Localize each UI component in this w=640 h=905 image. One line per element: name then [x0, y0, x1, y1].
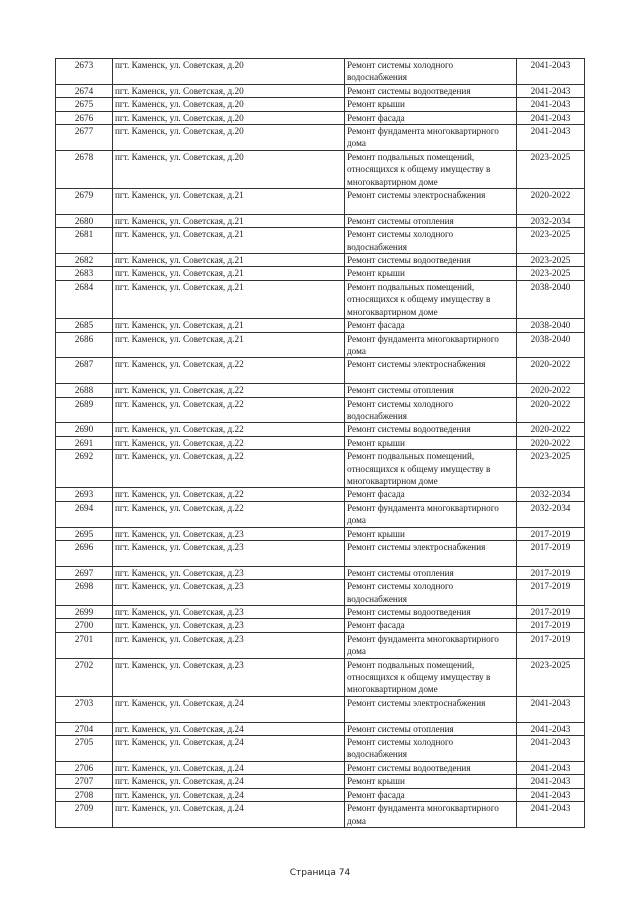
row-years: 2023-2025: [517, 450, 585, 488]
row-work-type: Ремонт системы электроснабжения: [345, 541, 517, 567]
row-work-type: Ремонт подвальных помещений, относящихся к общему имуществу в многоквартирном доме: [345, 150, 517, 188]
row-address: пгт. Каменск, ул. Советская, д.20: [113, 150, 345, 188]
table-row: [56, 59, 585, 85]
row-address: пгт. Каменск, ул. Советская, д.21: [113, 319, 345, 332]
row-years: 2023-2025: [517, 658, 585, 696]
row-number: 2704: [56, 722, 113, 735]
row-years: 2032-2034: [517, 501, 585, 527]
row-work-type: Ремонт системы электроснабжения: [345, 696, 517, 722]
row-years: 2020-2022: [517, 189, 585, 215]
row-work-type: Ремонт фундамента многоквартирного дома: [345, 125, 517, 151]
row-address: пгт. Каменск, ул. Советская, д.21: [113, 332, 345, 358]
row-work-type: Ремонт системы холодного водоснабжения: [345, 580, 517, 606]
row-work-type: Ремонт подвальных помещений, относящихся к общему имуществу в многоквартирном доме: [345, 450, 517, 488]
row-address: пгт. Каменск, ул. Советская, д.21: [113, 254, 345, 267]
row-work-type: Ремонт крыши: [345, 527, 517, 540]
row-number: 2674: [56, 84, 113, 97]
row-address: пгт. Каменск, ул. Советская, д.23: [113, 632, 345, 658]
row-address: пгт. Каменск, ул. Советская, д.21: [113, 280, 345, 318]
row-address: пгт. Каменск, ул. Советская, д.22: [113, 501, 345, 527]
row-number: 2688: [56, 384, 113, 397]
row-years: 2038-2040: [517, 280, 585, 318]
row-number: 2707: [56, 775, 113, 788]
row-address: пгт. Каменск, ул. Советская, д.22: [113, 358, 345, 384]
page-number: Страница 74: [289, 868, 351, 878]
row-number: 2683: [56, 267, 113, 280]
table-row: [56, 332, 585, 358]
row-years: 2041-2043: [517, 802, 585, 828]
row-work-type: Ремонт системы электроснабжения: [345, 358, 517, 384]
row-number: 2700: [56, 619, 113, 632]
table-row: [56, 450, 585, 488]
row-number: 2701: [56, 632, 113, 658]
row-years: 2023-2025: [517, 228, 585, 254]
row-years: 2020-2022: [517, 436, 585, 449]
row-years: 2041-2043: [517, 696, 585, 722]
table-row: [56, 580, 585, 606]
table-row: [56, 214, 585, 227]
row-address: пгт. Каменск, ул. Советская, д.21: [113, 189, 345, 215]
table-row: [56, 802, 585, 828]
row-number: 2697: [56, 566, 113, 579]
row-years: 2017-2019: [517, 541, 585, 567]
row-work-type: Ремонт системы водоотведения: [345, 254, 517, 267]
table-row: [56, 280, 585, 318]
row-number: 2673: [56, 59, 113, 85]
row-work-type: Ремонт системы водоотведения: [345, 606, 517, 619]
row-years: 2023-2025: [517, 254, 585, 267]
row-years: 2017-2019: [517, 566, 585, 579]
row-number: 2703: [56, 696, 113, 722]
row-number: 2693: [56, 488, 113, 501]
row-number: 2694: [56, 501, 113, 527]
row-address: пгт. Каменск, ул. Советская, д.24: [113, 736, 345, 762]
row-years: 2023-2025: [517, 150, 585, 188]
row-number: 2706: [56, 761, 113, 774]
table-row: [56, 436, 585, 449]
table-row: [56, 267, 585, 280]
row-address: пгт. Каменск, ул. Советская, д.24: [113, 802, 345, 828]
row-number: 2708: [56, 788, 113, 801]
table-row: [56, 125, 585, 151]
row-years: 2041-2043: [517, 775, 585, 788]
table-row: [56, 189, 585, 215]
row-work-type: Ремонт крыши: [345, 436, 517, 449]
row-years: 2017-2019: [517, 619, 585, 632]
row-number: 2695: [56, 527, 113, 540]
row-work-type: Ремонт фундамента многоквартирного дома: [345, 802, 517, 828]
row-number: 2696: [56, 541, 113, 567]
row-address: пгт. Каменск, ул. Советская, д.20: [113, 125, 345, 151]
row-years: 2017-2019: [517, 606, 585, 619]
table-row: [56, 658, 585, 696]
row-work-type: Ремонт системы отопления: [345, 384, 517, 397]
row-number: 2699: [56, 606, 113, 619]
row-years: 2041-2043: [517, 98, 585, 111]
row-address: пгт. Каменск, ул. Советская, д.21: [113, 228, 345, 254]
row-years: 2041-2043: [517, 125, 585, 151]
table-row: [56, 111, 585, 124]
row-number: 2676: [56, 111, 113, 124]
row-work-type: Ремонт системы холодного водоснабжения: [345, 59, 517, 85]
table-row: [56, 541, 585, 567]
table-row: [56, 98, 585, 111]
table-row: [56, 696, 585, 722]
table-row: [56, 397, 585, 423]
row-number: 2692: [56, 450, 113, 488]
row-years: 2020-2022: [517, 423, 585, 436]
row-work-type: Ремонт системы водоотведения: [345, 84, 517, 97]
row-address: пгт. Каменск, ул. Советская, д.23: [113, 566, 345, 579]
row-years: 2032-2034: [517, 214, 585, 227]
row-address: пгт. Каменск, ул. Советская, д.23: [113, 527, 345, 540]
row-address: пгт. Каменск, ул. Советская, д.21: [113, 267, 345, 280]
row-work-type: Ремонт крыши: [345, 775, 517, 788]
row-number: 2686: [56, 332, 113, 358]
row-work-type: Ремонт системы отопления: [345, 722, 517, 735]
table-row: [56, 736, 585, 762]
row-work-type: Ремонт системы электроснабжения: [345, 189, 517, 215]
table-row: [56, 150, 585, 188]
table-row: [56, 632, 585, 658]
table-row: [56, 501, 585, 527]
row-number: 2691: [56, 436, 113, 449]
row-address: пгт. Каменск, ул. Советская, д.21: [113, 214, 345, 227]
row-work-type: Ремонт крыши: [345, 98, 517, 111]
repair-schedule-table: [55, 58, 585, 828]
row-number: 2685: [56, 319, 113, 332]
row-address: пгт. Каменск, ул. Советская, д.23: [113, 658, 345, 696]
table-row: [56, 775, 585, 788]
row-number: 2681: [56, 228, 113, 254]
row-address: пгт. Каменск, ул. Советская, д.23: [113, 580, 345, 606]
row-work-type: Ремонт системы отопления: [345, 214, 517, 227]
row-address: пгт. Каменск, ул. Советская, д.24: [113, 761, 345, 774]
row-work-type: Ремонт фасада: [345, 488, 517, 501]
row-years: 2032-2034: [517, 488, 585, 501]
row-years: 2020-2022: [517, 397, 585, 423]
row-work-type: Ремонт фасада: [345, 319, 517, 332]
row-address: пгт. Каменск, ул. Советская, д.20: [113, 84, 345, 97]
table-row: [56, 228, 585, 254]
table-row: [56, 722, 585, 735]
row-work-type: Ремонт подвальных помещений, относящихся к общему имуществу в многоквартирном доме: [345, 280, 517, 318]
row-work-type: Ремонт фасада: [345, 619, 517, 632]
table-row: [56, 788, 585, 801]
row-number: 2702: [56, 658, 113, 696]
row-number: 2679: [56, 189, 113, 215]
row-number: 2705: [56, 736, 113, 762]
table-row: [56, 84, 585, 97]
row-years: 2023-2025: [517, 267, 585, 280]
row-work-type: Ремонт фундамента многоквартирного дома: [345, 632, 517, 658]
row-address: пгт. Каменск, ул. Советская, д.24: [113, 788, 345, 801]
row-number: 2698: [56, 580, 113, 606]
table-row: [56, 761, 585, 774]
row-work-type: Ремонт фундамента многоквартирного дома: [345, 501, 517, 527]
row-years: 2041-2043: [517, 59, 585, 85]
table-row: [56, 527, 585, 540]
row-work-type: Ремонт фасада: [345, 788, 517, 801]
row-number: 2677: [56, 125, 113, 151]
table-row: [56, 488, 585, 501]
row-number: 2687: [56, 358, 113, 384]
row-years: 2017-2019: [517, 527, 585, 540]
row-work-type: Ремонт системы водоотведения: [345, 423, 517, 436]
row-years: 2041-2043: [517, 111, 585, 124]
table-row: [56, 566, 585, 579]
row-years: 2017-2019: [517, 580, 585, 606]
row-address: пгт. Каменск, ул. Советская, д.22: [113, 423, 345, 436]
row-work-type: Ремонт системы отопления: [345, 566, 517, 579]
row-number: 2680: [56, 214, 113, 227]
row-work-type: Ремонт подвальных помещений, относящихся к общему имуществу в многоквартирном доме: [345, 658, 517, 696]
row-address: пгт. Каменск, ул. Советская, д.20: [113, 111, 345, 124]
row-years: 2020-2022: [517, 358, 585, 384]
row-work-type: Ремонт системы холодного водоснабжения: [345, 228, 517, 254]
row-address: пгт. Каменск, ул. Советская, д.22: [113, 384, 345, 397]
row-address: пгт. Каменск, ул. Советская, д.22: [113, 397, 345, 423]
row-years: 2041-2043: [517, 788, 585, 801]
row-work-type: Ремонт фасада: [345, 111, 517, 124]
row-work-type: Ремонт системы холодного водоснабжения: [345, 397, 517, 423]
row-work-type: Ремонт фундамента многоквартирного дома: [345, 332, 517, 358]
row-address: пгт. Каменск, ул. Советская, д.23: [113, 619, 345, 632]
row-address: пгт. Каменск, ул. Советская, д.24: [113, 722, 345, 735]
row-number: 2684: [56, 280, 113, 318]
table-row: [56, 319, 585, 332]
table-row: [56, 423, 585, 436]
row-years: 2038-2040: [517, 332, 585, 358]
table-row: [56, 619, 585, 632]
row-address: пгт. Каменск, ул. Советская, д.24: [113, 696, 345, 722]
row-work-type: Ремонт системы холодного водоснабжения: [345, 736, 517, 762]
row-years: 2041-2043: [517, 84, 585, 97]
row-work-type: Ремонт крыши: [345, 267, 517, 280]
row-work-type: Ремонт системы водоотведения: [345, 761, 517, 774]
table-row: [56, 358, 585, 384]
row-number: 2682: [56, 254, 113, 267]
row-years: 2020-2022: [517, 384, 585, 397]
row-number: 2689: [56, 397, 113, 423]
table-body: [56, 59, 585, 828]
row-years: 2017-2019: [517, 632, 585, 658]
table-row: [56, 254, 585, 267]
row-address: пгт. Каменск, ул. Советская, д.23: [113, 541, 345, 567]
row-years: 2038-2040: [517, 319, 585, 332]
row-number: 2678: [56, 150, 113, 188]
row-years: 2041-2043: [517, 722, 585, 735]
row-address: пгт. Каменск, ул. Советская, д.24: [113, 775, 345, 788]
row-address: пгт. Каменск, ул. Советская, д.20: [113, 59, 345, 85]
row-address: пгт. Каменск, ул. Советская, д.22: [113, 488, 345, 501]
row-years: 2041-2043: [517, 736, 585, 762]
row-number: 2690: [56, 423, 113, 436]
row-address: пгт. Каменск, ул. Советская, д.23: [113, 606, 345, 619]
table-row: [56, 384, 585, 397]
row-years: 2041-2043: [517, 761, 585, 774]
row-address: пгт. Каменск, ул. Советская, д.22: [113, 450, 345, 488]
row-number: 2709: [56, 802, 113, 828]
row-address: пгт. Каменск, ул. Советская, д.20: [113, 98, 345, 111]
row-number: 2675: [56, 98, 113, 111]
table-row: [56, 606, 585, 619]
row-address: пгт. Каменск, ул. Советская, д.22: [113, 436, 345, 449]
